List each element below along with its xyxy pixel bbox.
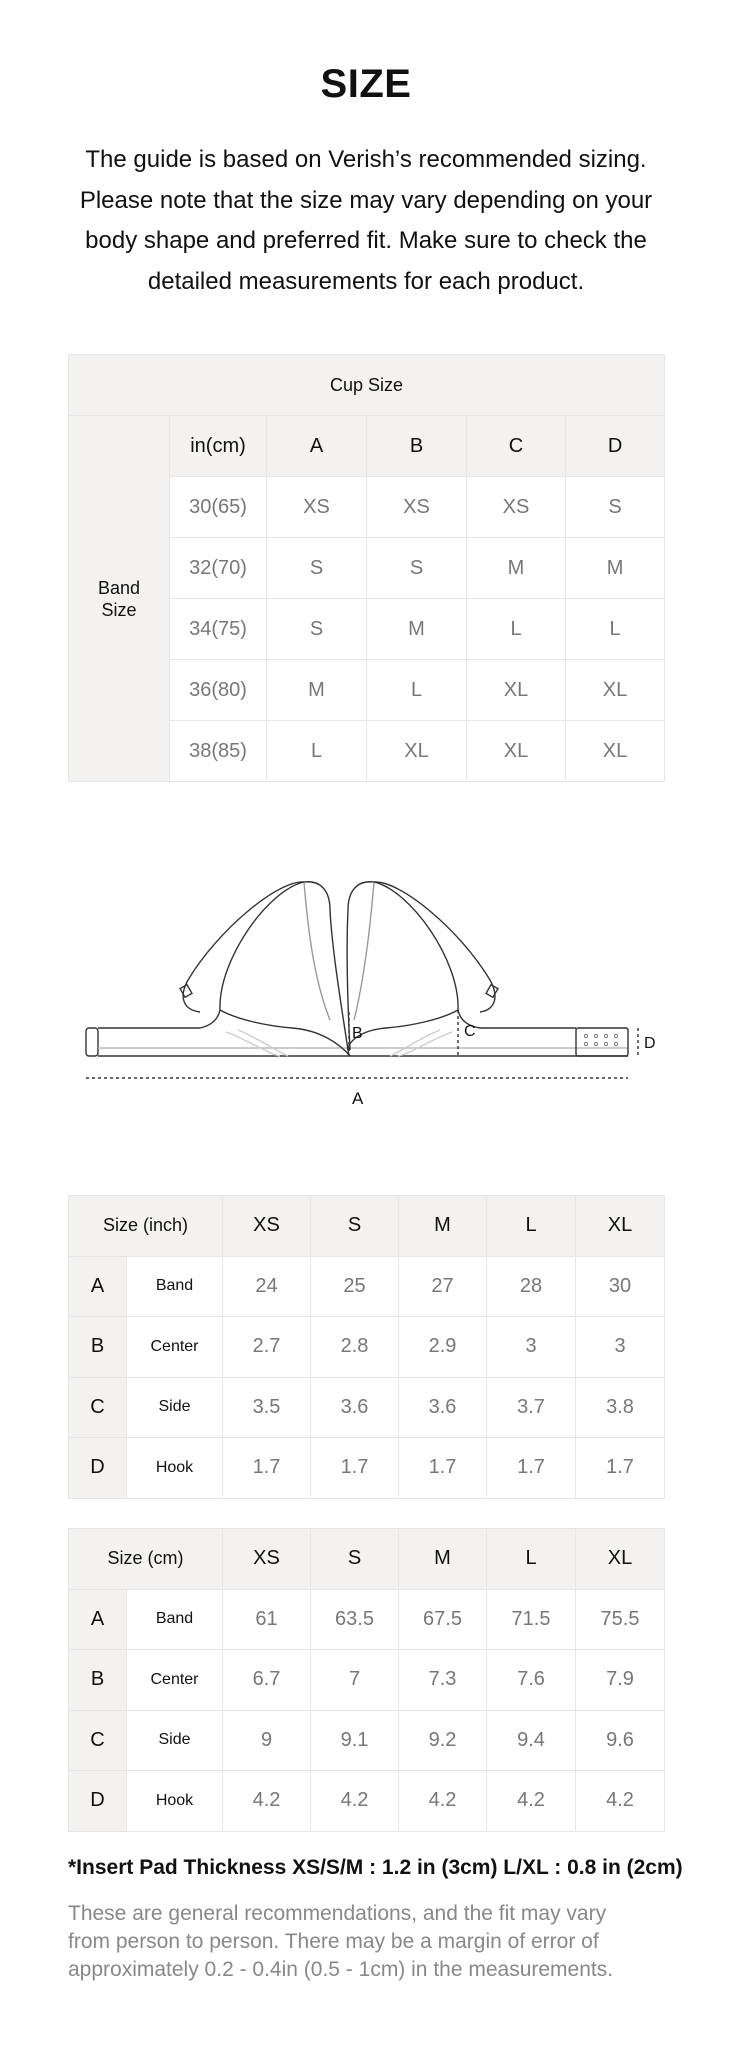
size-cell: L: [467, 599, 566, 660]
measure-part: Band: [127, 1589, 223, 1650]
label-a: A: [352, 1089, 364, 1108]
size-cell: XL: [467, 660, 566, 721]
band-end-left: [86, 1028, 98, 1056]
measure-part: Band: [127, 1256, 223, 1317]
size-head: L: [487, 1529, 576, 1590]
cm-measurement-table: [68, 1528, 665, 1832]
right-strap: [374, 882, 495, 1012]
measure-value: 9.4: [487, 1710, 576, 1771]
page-title: SIZE: [320, 62, 412, 106]
measure-value: 9.2: [399, 1710, 487, 1771]
left-cup-seam: [304, 882, 330, 1020]
measure-value: 1.7: [223, 1438, 311, 1499]
measure-letter: A: [69, 1256, 127, 1317]
pad-thickness-note: *Insert Pad Thickness XS/S/M : 1.2 in (3cm) L/XL : 0.8 in (2cm): [68, 1856, 683, 1879]
size-head: S: [311, 1529, 399, 1590]
measure-part: Hook: [127, 1438, 223, 1499]
size-cell: XL: [566, 721, 665, 782]
measure-value: 3: [487, 1317, 576, 1378]
measure-value: 7.6: [487, 1650, 576, 1711]
cup-head: C: [467, 416, 566, 477]
measure-value: 9: [223, 1710, 311, 1771]
size-cell: M: [467, 538, 566, 599]
right-strap-slider: [486, 985, 498, 998]
size-cell: S: [267, 599, 367, 660]
measure-part: Center: [127, 1317, 223, 1378]
size-cell: M: [367, 599, 467, 660]
measure-value: 3.6: [311, 1377, 399, 1438]
measure-part: Hook: [127, 1771, 223, 1832]
bra-measurement-diagram: [68, 860, 668, 1120]
measure-value: 4.2: [311, 1771, 399, 1832]
size-head: S: [311, 1196, 399, 1257]
measure-value: 24: [223, 1256, 311, 1317]
band-label-line-1: Band: [97, 577, 141, 598]
table-row: [69, 1589, 665, 1650]
measure-value: 1.7: [399, 1438, 487, 1499]
measure-value: 1.7: [487, 1438, 576, 1499]
measure-value: 4.2: [399, 1771, 487, 1832]
band-outline: [98, 1028, 628, 1056]
size-cell: L: [267, 721, 367, 782]
band-value: 38(85): [170, 721, 267, 782]
right-cup-seam: [354, 882, 374, 1020]
measure-value: 30: [576, 1256, 665, 1317]
measure-part: Center: [127, 1650, 223, 1711]
cup-size-header-row: [69, 355, 665, 416]
measure-letter: D: [69, 1771, 127, 1832]
size-cell: XS: [367, 477, 467, 538]
table-row: [69, 1256, 665, 1317]
measure-value: 4.2: [576, 1771, 665, 1832]
size-head: XS: [223, 1529, 311, 1590]
band-value: 30(65): [170, 477, 267, 538]
band-label-line-2: Size: [101, 599, 137, 620]
measure-value: 27: [399, 1256, 487, 1317]
cup-size-table: [68, 354, 665, 782]
measure-part: Side: [127, 1377, 223, 1438]
table-row: [69, 1438, 665, 1499]
cup-head: D: [566, 416, 665, 477]
size-cell: XL: [367, 721, 467, 782]
measure-value: 61: [223, 1589, 311, 1650]
cup-head: B: [367, 416, 467, 477]
measure-value: 2.8: [311, 1317, 399, 1378]
measure-value: 2.7: [223, 1317, 311, 1378]
inch-table-header: Size (inch): [69, 1196, 223, 1257]
inch-measurement-table: [68, 1195, 665, 1499]
measure-letter: B: [69, 1650, 127, 1711]
left-strap: [183, 882, 304, 1012]
table-row: [69, 1317, 665, 1378]
measure-part: Side: [127, 1710, 223, 1771]
table-row: [69, 1377, 665, 1438]
size-cell: XL: [566, 660, 665, 721]
size-header-row: [69, 1529, 665, 1590]
size-head: XL: [576, 1529, 665, 1590]
intro-text: The guide is based on Verish’s recommended sizing. Please note that the size may vary depending on your body shape and preferred fit. Make sure to check the detailed measurements for each product.: [79, 146, 653, 295]
unit-label: in(cm): [170, 416, 267, 477]
measure-value: 3.5: [223, 1377, 311, 1438]
band-size-label: [69, 416, 170, 782]
measure-value: 9.1: [311, 1710, 399, 1771]
measure-value: 25: [311, 1256, 399, 1317]
fit-disclaimer: These are general recommendations, and the fit may vary from person to person. There may be a margin of error of approximately 0.2 - 0.4in (0.5 - 1cm) in the measurements.: [68, 1902, 614, 1981]
left-underwire-lines: [226, 1030, 288, 1056]
left-strap-slider: [180, 985, 192, 998]
size-cell: S: [367, 538, 467, 599]
size-head: M: [399, 1529, 487, 1590]
left-cup-top: [220, 882, 348, 1050]
measure-letter: D: [69, 1438, 127, 1499]
measure-letter: B: [69, 1317, 127, 1378]
measure-value: 1.7: [311, 1438, 399, 1499]
size-head: M: [399, 1196, 487, 1257]
measure-value: 2.9: [399, 1317, 487, 1378]
size-head: L: [487, 1196, 576, 1257]
measure-value: 7: [311, 1650, 399, 1711]
right-underwire-lines: [390, 1030, 452, 1056]
measure-value: 3.8: [576, 1377, 665, 1438]
table-row: [69, 1650, 665, 1711]
left-wing: [200, 1010, 220, 1028]
band-value: 32(70): [170, 538, 267, 599]
measure-value: 71.5: [487, 1589, 576, 1650]
measure-letter: C: [69, 1710, 127, 1771]
size-head: XL: [576, 1196, 665, 1257]
measure-letter: C: [69, 1377, 127, 1438]
size-cell: XL: [467, 721, 566, 782]
cm-table-header: Size (cm): [69, 1529, 223, 1590]
measure-value: 1.7: [576, 1438, 665, 1499]
measure-letter: A: [69, 1589, 127, 1650]
size-head: XS: [223, 1196, 311, 1257]
cup-head: A: [267, 416, 367, 477]
size-cell: XS: [467, 477, 566, 538]
size-header-row: [69, 1196, 665, 1257]
measure-value: 3.7: [487, 1377, 576, 1438]
size-cell: M: [267, 660, 367, 721]
measure-value: 63.5: [311, 1589, 399, 1650]
measure-value: 7.3: [399, 1650, 487, 1711]
measure-value: 9.6: [576, 1710, 665, 1771]
measure-value: 3.6: [399, 1377, 487, 1438]
measure-value: 67.5: [399, 1589, 487, 1650]
size-cell: L: [367, 660, 467, 721]
left-cup-bottom: [220, 1010, 350, 1056]
table-row: [69, 1771, 665, 1832]
measure-value: 75.5: [576, 1589, 665, 1650]
size-cell: L: [566, 599, 665, 660]
size-cell: XS: [267, 477, 367, 538]
label-c: C: [464, 1023, 476, 1040]
measure-value: 28: [487, 1256, 576, 1317]
measure-value: 4.2: [487, 1771, 576, 1832]
cup-size-header: Cup Size: [69, 355, 665, 416]
hook-eyes: [584, 1034, 617, 1045]
measure-value: 3: [576, 1317, 665, 1378]
size-cell: S: [267, 538, 367, 599]
label-b: B: [352, 1025, 363, 1042]
band-value: 34(75): [170, 599, 267, 660]
measure-value: 4.2: [223, 1771, 311, 1832]
size-cell: M: [566, 538, 665, 599]
measure-value: 6.7: [223, 1650, 311, 1711]
measure-value: 7.9: [576, 1650, 665, 1711]
cup-size-columns-row: [69, 416, 665, 477]
band-value: 36(80): [170, 660, 267, 721]
table-row: [69, 1710, 665, 1771]
size-cell: S: [566, 477, 665, 538]
label-d: D: [644, 1035, 656, 1052]
hook-eye-closure: [576, 1028, 628, 1056]
